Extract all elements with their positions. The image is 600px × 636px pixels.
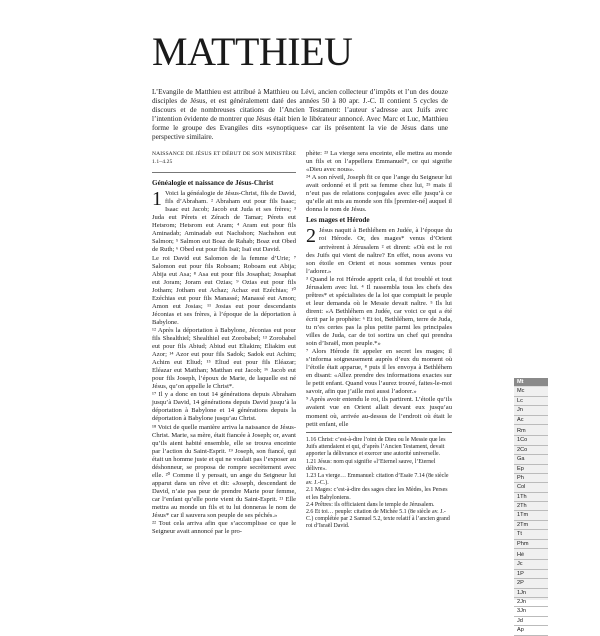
footnote: 2.4 Prêtres: ils officiaient dans le temple de Jérusalem. [306, 501, 435, 508]
section-label: NAISSANCE DE JÉSUS ET DÉBUT DE SON MINISTÈRE 1.1–4.25 [152, 151, 296, 166]
tab-book[interactable]: 2Co [514, 446, 548, 455]
paragraph: ⁹ Après avoir entendu le roi, ils partirent. L’étoile qu’ils avaient vue en Orient allait devant eux jusqu’au moment où, arrivée au-dessus de l’endroit où était le petit enfant, elle [306, 396, 452, 428]
tab-book[interactable]: 2Th [514, 502, 548, 511]
book-thumb-index [514, 378, 548, 634]
tab-book[interactable]: 1Tm [514, 511, 548, 520]
paragraph: Le roi David eut Salomon de la femme d’Urie; ⁷ Salomon eut pour fils Roboam; Roboam eut Abija; Abija eut Asa; ⁸ Asa eut pour fils Josaphat; Josaphat eut Joram; Joram eut Ozias; ⁹ Ozias eut pour fils Jotham; Jotham eut Achaz; Achaz eut Ezéchias; ¹⁰ Ezéchias eut pour fils Manassé; Manassé eut Amon; Amon eut Josias; ¹¹ Josias eut pour descendants Jéconias et ses frères, à l’époque de la déportation à Babylone. [152, 254, 296, 326]
tab-book[interactable]: Ga [514, 455, 548, 464]
tab-book[interactable]: Jc [514, 560, 548, 569]
tab-book[interactable]: Ph [514, 474, 548, 483]
footnote: 2.1 Mages: c’est-à-dire des sages chez les Mèdes, les Perses et les Babyloniens. [306, 487, 448, 501]
tab-book[interactable]: Mt [514, 378, 548, 387]
section-heading: Les mages et Hérode [306, 216, 370, 225]
footnote: 1.16 Christ: c’est-à-dire l’oint de Dieu ou le Messie que les Juifs attendaient et qui, d’après l’Ancien Testament, devait apporter la délivrance et exercer une autorité universelle. [306, 437, 446, 458]
footnote: 1.23 La vierge… Emmanuel: citation d’Esaïe 7.14 (8e siècle av. J.-C.). [306, 473, 449, 487]
section-heading: Généalogie et naissance de Jésus-Christ [152, 179, 274, 188]
paragraph: ²⁴ A son réveil, Joseph fit ce que l’ange du Seigneur lui avait ordonné et il prit sa femme chez lui, ²⁵ mais il n’eut pas de relations conjugales avec elle jusqu’à ce qu’elle ait mis au monde son fils [premier-né] auquel il donna le nom de Jésus. [306, 174, 452, 214]
tab-book[interactable]: Jn [514, 406, 548, 415]
tab-book[interactable]: Col [514, 483, 548, 492]
tab-book[interactable]: Ac [514, 416, 548, 425]
tab-book[interactable]: Mc [514, 387, 548, 396]
page-title: MATTHIEU [152, 29, 353, 74]
footnote: 2.6 Et toi… peuple: citation de Michée 5.1 (8e siècle av. J.-C.) complétée par 2 Samuel 5.2, texte relatif à l’ancien grand roi d’Israël David. [306, 509, 450, 530]
paragraph: ³ Quand le roi Hérode apprit cela, il fut troublé et tout Jérusalem avec lui. ⁴ Il rassembla tous les chefs des prêtres* et spécialistes de la loi que comptait le peuple et leur demanda où le Messie devait naître. ⁵ Ils lui dirent: «A Bethléhem en Judée, car voici ce qui a été écrit par le prophète: ⁶ Et toi, Bethléhem, terre de Juda, tu n’es certes pas la plus petite parmi les principales villes de Juda, car de toi sortira un chef qui prendra soin d’Israël, mon peuple.*» [306, 275, 452, 348]
paragraph: ⁷ Alors Hérode fit appeler en secret les mages; il s’informa soigneusement auprès d’eux du moment où l’étoile était apparue, ⁸ puis il les envoya à Bethléhem en disant: «Allez prendre des informations exactes sur le petit enfant. Quand vous l’aurez trouvé, faites-le-moi savoir, afin que j’aille moi aussi l’adorer.» [306, 348, 452, 396]
tab-book[interactable]: 2Tm [514, 521, 548, 530]
tab-book[interactable]: Phm [514, 540, 548, 549]
tab-book[interactable]: Ap [514, 626, 548, 635]
tab-book[interactable]: 1Co [514, 436, 548, 445]
tab-book[interactable]: Rm [514, 427, 548, 436]
paragraph: ²² Tout cela arriva afin que s’accomplisse ce que le Seigneur avait annoncé par le pro- [152, 520, 296, 536]
footnote: 1.21 Jésus: nom qui signifie «l’Eternel sauve, l’Eternel délivre». [306, 458, 436, 472]
tab-book[interactable]: Hé [514, 551, 548, 560]
paragraph: ¹² Après la déportation à Babylone, Jéconias eut pour fils Shealthiel; Shealthiel eut Zorobabel; ¹³ Zorobabel eut pour fils Abiud; Abiud eut Eliakim; Eliakim eut Azor; ¹⁴ Azor eut pour fils Sadok; Sadok eut Achim; Achim eut Eliud; ¹⁵ Eliud eut pour fils Eléazar; Eléazar eut Matthan; Matthan eut Jacob; ¹⁶ Jacob eut pour fils Joseph, l’époux de Marie, de laquelle est né Jésus, qu’on appelle le Christ*. [152, 326, 296, 391]
paragraph: Voici la généalogie de Jésus-Christ, fils de David, fils d’Abraham. ² Abraham eut pour fils Isaac; Isaac eut Jacob; Jacob eut Juda et ses frères; ³ Juda eut Pérets et Zérach de Tamar; Pérets eut Hetsrom; Hetsrom eut Aram; ⁴ Aram eut pour fils Aminadab; Aminadab eut Nachshon; Nachshon eut Salmon; ⁵ Salmon eut Boaz de Rahab; Boaz eut Obed de Ruth; ⁶ Obed eut pour fils Isaï; Isaï eut David. [152, 190, 296, 254]
paragraph: Jésus naquit à Bethléhem en Judée, à l’époque du roi Hérode. Or, des mages* venus d’Orient arrivèrent à Jérusalem ² et dirent: «Où est le roi des Juifs qui vient de naître? En effet, nous avons vu son étoile en Orient et nous sommes venus pour l’adorer.» [306, 227, 452, 275]
book-introduction: L’Evangile de Matthieu est attribué à Matthieu ou Lévi, ancien collecteur d’impôts et l’un des douze disciples de Jésus, et est généralement daté des années 50 à 80 apr. J.-C. Il contient 5 cycles de discours et de nombreuses citations de l’Ancien Testament: l’auteur s’adresse aux Juifs avec l’intention évidente de montrer que Jésus était bien le libérateur annoncé. Avec Marc et Luc, Matthieu forme le groupe des Evangiles dits «synoptiques» car ils présentent la vie de Jésus dans une perspective similaire. [152, 88, 448, 142]
chapter-number: 1 [152, 190, 162, 211]
divider [152, 172, 296, 173]
tab-book[interactable]: Jd [514, 617, 548, 626]
tab-book[interactable]: Ep [514, 465, 548, 474]
tab-book[interactable]: 1Th [514, 493, 548, 502]
paragraph: phète: ²³ La vierge sera enceinte, elle mettra au monde un fils et on l’appellera Emmanuel*, ce qui signifie «Dieu avec nous». [306, 150, 452, 174]
left-column [152, 150, 296, 536]
chapter-block [306, 227, 452, 275]
right-column [306, 150, 452, 429]
tab-book[interactable]: 3Jn [514, 607, 548, 616]
paragraph: ¹⁷ Il y a donc en tout 14 générations depuis Abraham jusqu’à David, 14 générations depuis David jusqu’à la déportation à Babylone et 14 générations depuis la déportation à Babylone jusqu’au Christ. [152, 391, 296, 423]
chapter-number: 2 [306, 227, 316, 248]
tab-book[interactable]: 2Jn [514, 598, 548, 607]
footnotes [306, 432, 452, 531]
tab-book[interactable]: Tt [514, 530, 548, 539]
tab-book[interactable]: 2P [514, 579, 548, 588]
paragraph: ¹⁸ Voici de quelle manière arriva la naissance de Jésus-Christ. Marie, sa mère, était fiancée à Joseph; or, avant qu’ils aient habité ensemble, elle se trouva enceinte par l’action du Saint-Esprit. ¹⁹ Joseph, son fiancé, qui était un homme juste et qui ne voulait pas l’exposer au déshonneur, se proposa de rompre secrètement avec elle. ²⁰ Comme il y pensait, un ange du Seigneur lui apparut dans un rêve et dit: «Joseph, descendant de David, n’aie pas peur de prendre Marie pour femme, car l’enfant qu’elle porte vient du Saint-Esprit. ²¹ Elle mettra au monde un fils et tu lui donneras le nom de Jésus* car il sauvera son peuple de ses péchés.» [152, 423, 296, 520]
tab-book[interactable]: 1Jn [514, 589, 548, 598]
chapter-block [152, 190, 296, 254]
tab-book[interactable]: 1P [514, 570, 548, 579]
tab-book[interactable]: Lc [514, 397, 548, 406]
